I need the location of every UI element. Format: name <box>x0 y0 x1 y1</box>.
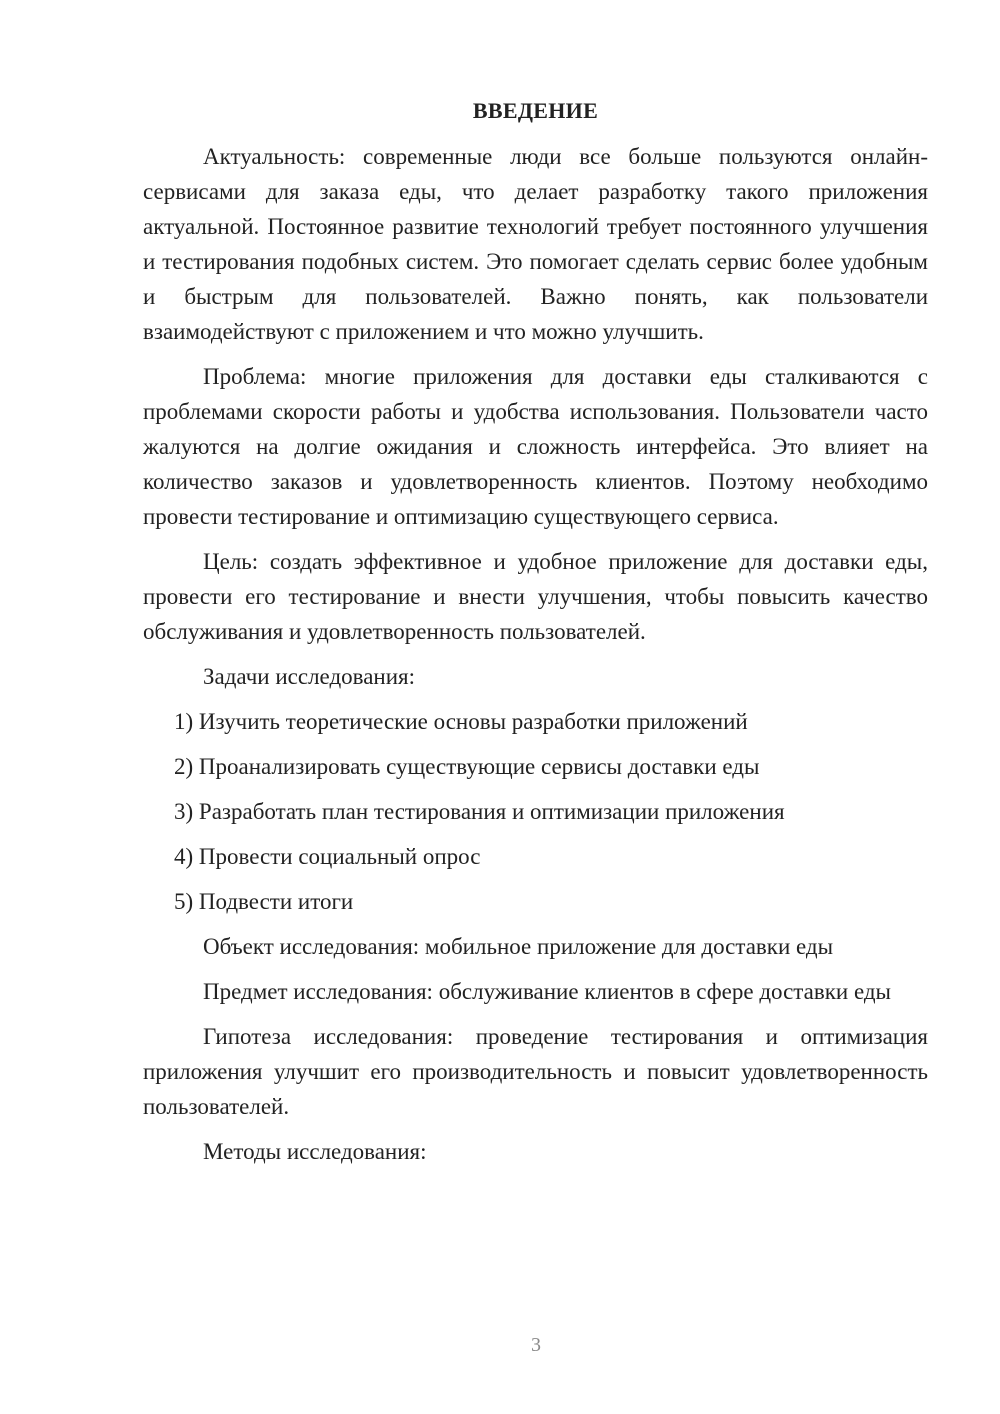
relevance-paragraph: Актуальность: современные люди все больше пользуются онлайн-сервисами для заказа еды, что делает разработку такого приложения актуальной. Постоянное развитие технологий требует постоянного улучшения и тестирования подобных систем. Это помогает сделать сервис более удобным и быстрым для пользователей. Важно понять, как пользователи взаимодействуют с приложением и что можно улучшить. <box>143 144 928 344</box>
task-item: 5) Подвести итоги <box>174 889 354 914</box>
subject-paragraph: Предмет исследования: обслуживание клиентов в сфере доставки еды <box>203 979 892 1004</box>
task-item: 1) Изучить теоретические основы разработки приложений <box>174 709 748 734</box>
object-paragraph: Объект исследования: мобильное приложение для доставки еды <box>203 934 834 959</box>
page-number: 3 <box>531 1334 541 1356</box>
goal-paragraph: Цель: создать эффективное и удобное приложение для доставки еды, провести его тестирование и внести улучшения, чтобы повысить качество обслуживания и удовлетворенность пользователей. <box>143 549 928 644</box>
task-item: 2) Проанализировать существующие сервисы доставки еды <box>174 754 760 779</box>
section-title: ВВЕДЕНИЕ <box>472 98 599 123</box>
page-content <box>143 96 928 1179</box>
task-item: 4) Провести социальный опрос <box>174 844 481 869</box>
hypothesis-paragraph: Гипотеза исследования: проведение тестирования и оптимизация приложения улучшит его производительность и повысит удовлетворенность пользователей. <box>143 1024 928 1119</box>
problem-paragraph: Проблема: многие приложения для доставки еды сталкиваются с проблемами скорости работы и удобства использования. Пользователи часто жалуются на долгие ожидания и сложность интерфейса. Это влияет на количество заказов и удовлетворенность клиентов. Поэтому необходимо провести тестирование и оптимизацию существующего сервиса. <box>143 364 928 529</box>
task-item: 3) Разработать план тестирования и оптимизации приложения <box>174 799 785 824</box>
methods-paragraph: Методы исследования: <box>203 1139 427 1164</box>
tasks-heading: Задачи исследования: <box>203 664 416 689</box>
